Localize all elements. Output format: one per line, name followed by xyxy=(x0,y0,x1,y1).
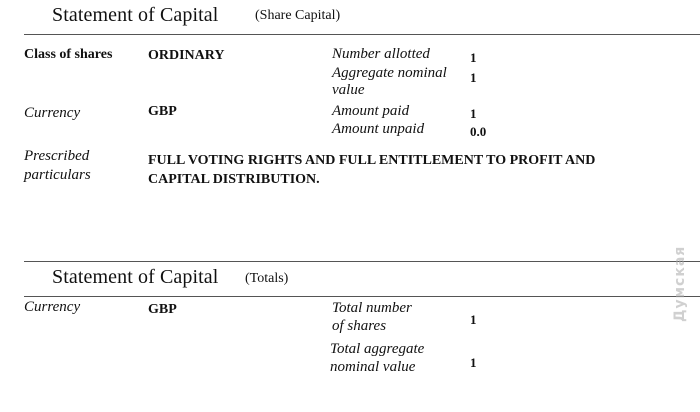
number-allotted-label: Number allotted xyxy=(332,46,430,62)
section-subtitle-totals: (Totals) xyxy=(245,271,289,286)
section-divider xyxy=(24,296,700,297)
total-aggregate-nominal-label-cont: nominal value xyxy=(330,359,416,375)
currency-value: GBP xyxy=(148,104,177,119)
totals-currency-value: GBP xyxy=(148,302,177,317)
prescribed-particulars-text: FULL VOTING RIGHTS AND FULL ENTITLEMENT TO PROFIT AND xyxy=(148,153,596,168)
aggregate-nominal-value: 1 xyxy=(470,70,477,85)
total-number-of-shares-value: 1 xyxy=(470,312,477,327)
prescribed-particulars-label-cont: particulars xyxy=(24,167,91,183)
section-title-totals: Statement of Capital xyxy=(52,266,219,288)
section-subtitle-share-capital: (Share Capital) xyxy=(255,8,341,23)
aggregate-nominal-label-cont: value xyxy=(332,82,365,98)
total-aggregate-nominal-value: 1 xyxy=(470,355,477,370)
total-number-of-shares-label-cont: of shares xyxy=(332,318,387,334)
aggregate-nominal-label: Aggregate nominal xyxy=(332,65,447,81)
number-allotted-value: 1 xyxy=(470,50,477,65)
total-number-of-shares-label: Total number xyxy=(332,300,412,316)
section-divider xyxy=(24,34,700,35)
amount-paid-value: 1 xyxy=(470,106,477,121)
class-of-shares-label: Class of shares xyxy=(24,47,113,62)
prescribed-particulars-text-cont: CAPITAL DISTRIBUTION. xyxy=(148,172,320,187)
prescribed-particulars-label: Prescribed xyxy=(24,148,90,164)
currency-label: Currency xyxy=(24,105,81,121)
totals-currency-label: Currency xyxy=(24,299,81,315)
section-divider xyxy=(24,261,700,262)
class-of-shares-value: ORDINARY xyxy=(148,48,225,63)
section-title-share-capital: Statement of Capital xyxy=(52,4,219,26)
amount-paid-label: Amount paid xyxy=(332,103,410,119)
watermark: Думская xyxy=(672,245,688,322)
total-aggregate-nominal-label: Total aggregate xyxy=(330,341,425,357)
amount-unpaid-value: 0.0 xyxy=(470,124,487,139)
amount-unpaid-label: Amount unpaid xyxy=(332,121,425,137)
